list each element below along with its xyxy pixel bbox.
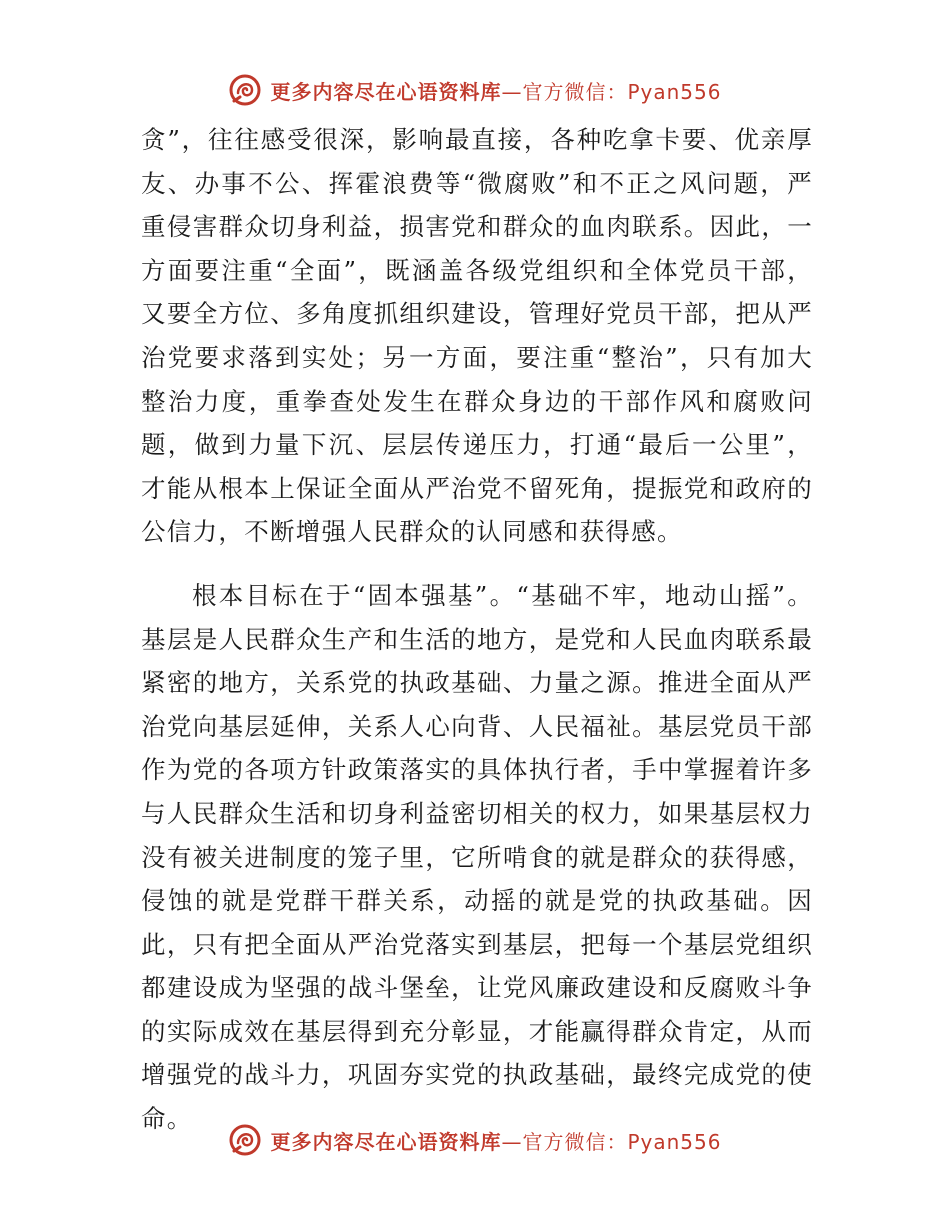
banner-inner [228, 1123, 721, 1157]
document-body [141, 118, 813, 1141]
brain-swirl-logo-icon [228, 73, 262, 107]
header-banner [0, 70, 950, 110]
banner-text [270, 1126, 721, 1155]
banner-main-text: 更多内容尽在心语资料库 [270, 1129, 502, 1154]
banner-tail-text: 官方微信：Pyan556 [522, 79, 722, 104]
banner-inner [228, 73, 721, 107]
brain-swirl-logo-icon [228, 1123, 262, 1157]
banner-text [270, 76, 721, 105]
banner-separator: — [501, 1129, 523, 1154]
banner-tail-text: 官方微信：Pyan556 [522, 1129, 722, 1154]
paragraph-1: 贪”，往往感受很深，影响最直接，各种吃拿卡要、优亲厚友、办事不公、挥霍浪费等“微腐败”和不正之风问题，严重侵害群众切身利益，损害党和群众的血肉联系。因此，一方面要注重“全面”，既涵盖各级党组织和全体党员干部，又要全方位、多角度抓组织建设，管理好党员干部，把从严治党要求落到实处；另一方面，要注重“整治”，只有加大整治力度，重拳查处发生在群众身边的干部作风和腐败问题，做到力量下沉、层层传递压力，打通“最后一公里”，才能从根本上保证全面从严治党不留死角，提振党和政府的公信力，不断增强人民群众的认同感和获得感。 [141, 125, 813, 547]
paragraph-2: 根本目标在于“固本强基”。“基础不牢，地动山摇”。基层是人民群众生产和生活的地方，是党和人民血肉联系最紧密的地方，关系党的执政基础、力量之源。推进全面从严治党向基层延伸，关系人心向背、人民福祉。基层党员干部作为党的各项方针政策落实的具体执行者，手中掌握着许多与人民群众生活和切身利益密切相关的权力，如果基层权力没有被关进制度的笼子里，它所啃食的就是群众的获得感，侵蚀的就是党群干群关系，动摇的就是党的执政基础。因此，只有把全面从严治党落实到基层，把每一个基层党组织都建设成为坚强的战斗堡垒，让党风廉政建设和反腐败斗争的实际成效在基层得到充分彰显，才能赢得群众肯定，从而增强党的战斗力，巩固夯实党的执政基础，最终完成党的使命。 [141, 580, 813, 1134]
footer-banner [0, 1120, 950, 1160]
banner-separator: — [501, 79, 523, 104]
banner-main-text: 更多内容尽在心语资料库 [270, 79, 502, 104]
